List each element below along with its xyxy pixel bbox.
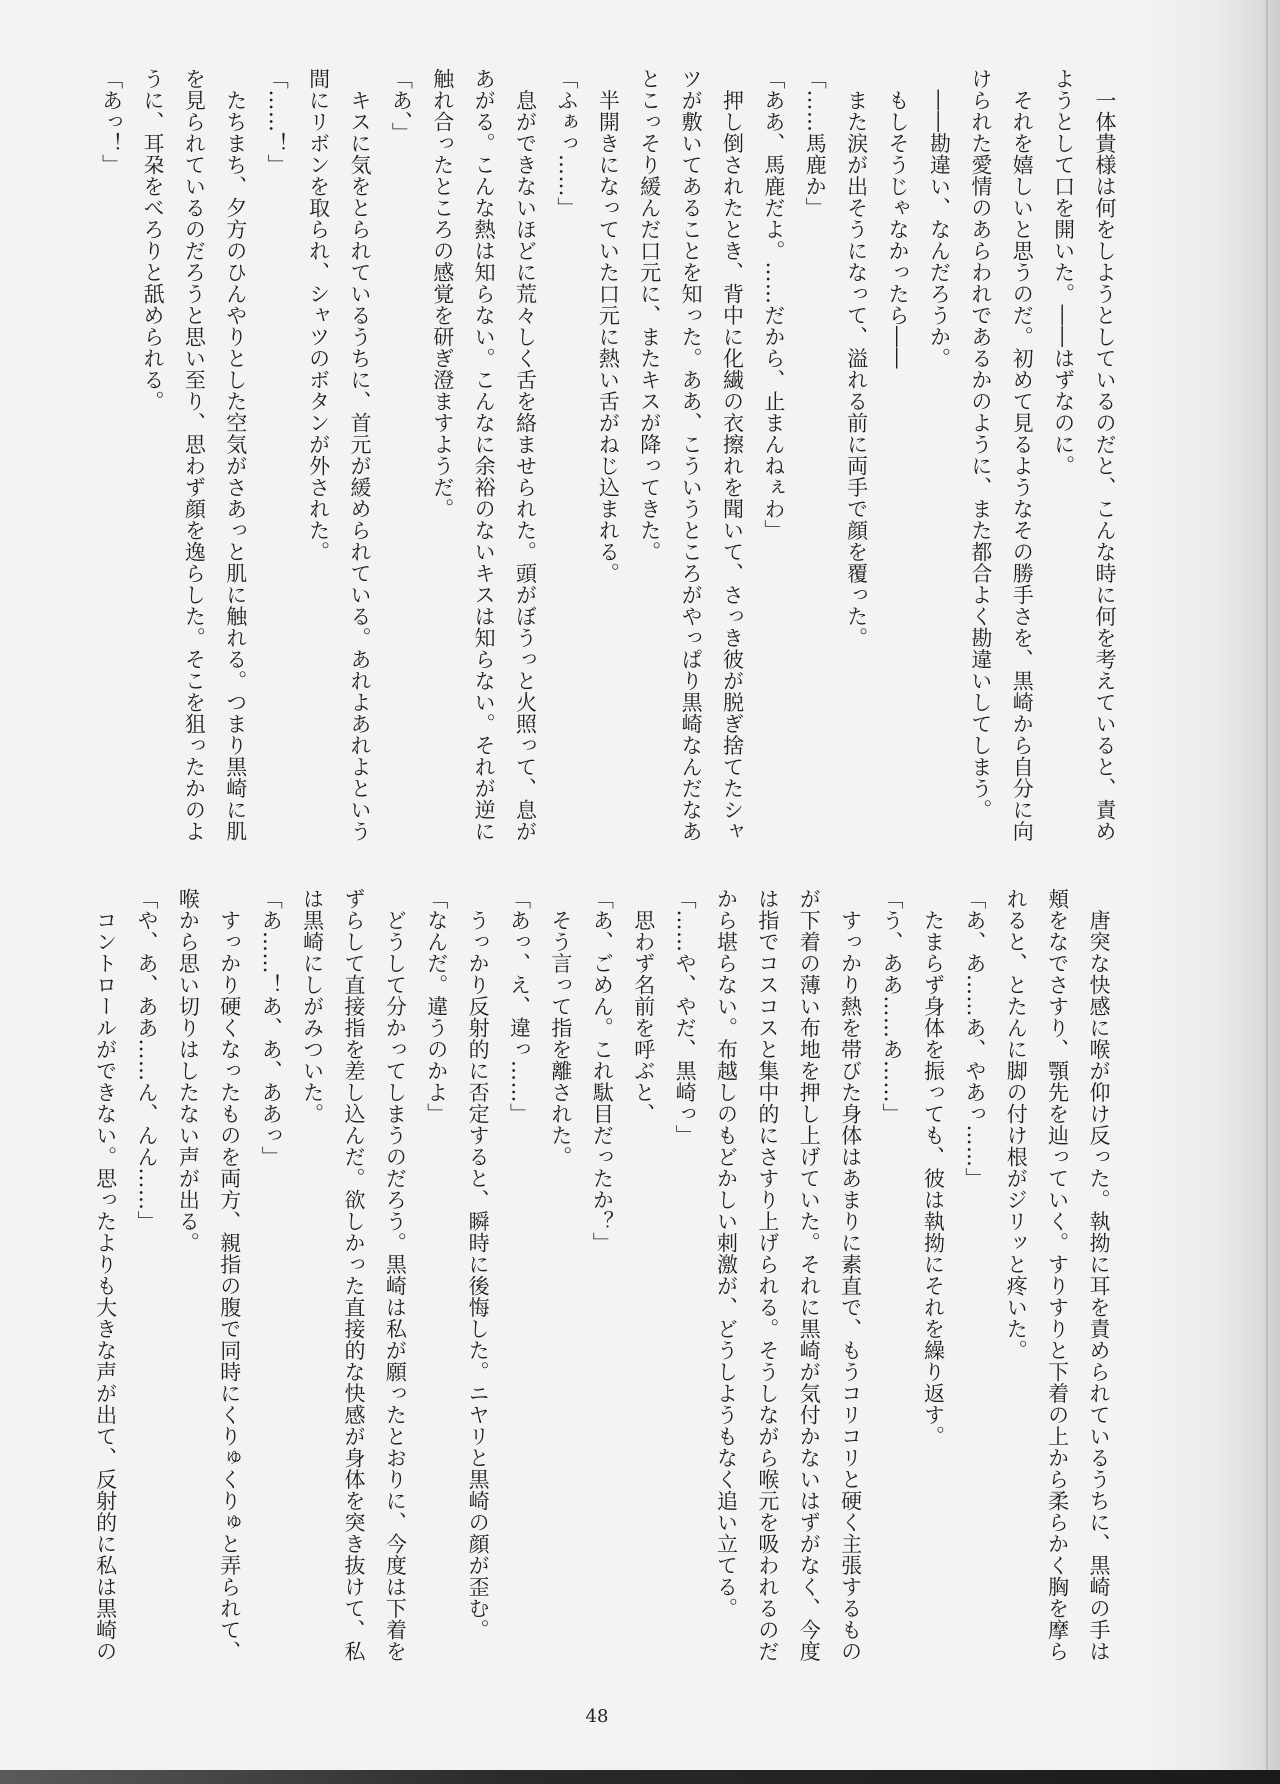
- text-column: 「なんだ。違うのかよ」: [424, 888, 449, 1125]
- text-column: それを嬉しいと思うのだ。初めて見るようなその勝手さを、黒崎から自分に向: [1010, 68, 1035, 842]
- text-column: 「……馬鹿か」: [803, 68, 828, 219]
- text-column: 「う、ああ……あ……」: [880, 888, 905, 1125]
- text-column: 思わず名前を呼ぶと、: [631, 888, 656, 1125]
- text-column: また涙が出そうになって、溢れる前に両手で顔を覆った。: [844, 68, 869, 649]
- text-column: もしそうじゃなかったら――: [886, 68, 911, 369]
- scan-bottom-edge: [0, 1770, 1280, 1784]
- text-column: 「ああ、馬鹿だよ。……だから、止まんねぇわ」: [761, 68, 786, 541]
- text-column: ずらして直接指を差し込んだ。欲しかった直接的な快感が身体を突き抜けて、私: [341, 888, 366, 1662]
- text-column: 間にリボンを取られ、シャツのボタンが外された。: [306, 68, 331, 563]
- page-edge-line: [1266, 0, 1268, 1770]
- text-column: うに、耳朶をべろりと舐められる。: [141, 68, 166, 412]
- text-column: 半開きになっていた口元に熱い舌がねじ込まれる。: [596, 68, 621, 584]
- text-column: ツが敷いてあることを知った。ああ、こういうところがやっぱり黒崎なんだなあ: [679, 68, 704, 842]
- text-column: 「あ、」: [389, 68, 414, 144]
- page-number: 48: [585, 1706, 609, 1727]
- text-column: 「あ、あ……あ、やあっ……」: [962, 888, 987, 1189]
- text-column: どうして分かってしまうのだろう。黒崎は私が願ったとおりに、今度は下着を: [383, 888, 408, 1662]
- text-column: そう言って指を離された。: [548, 888, 573, 1168]
- text-column: 息ができないほどに荒々しく舌を絡ませられた。頭がぼうっと火照って、息が: [513, 68, 538, 842]
- text-column: を見られているのだろうと思い至り、思わず顔を逸らした。そこを狙ったかのよ: [182, 68, 207, 842]
- binding-shadow: [1130, 0, 1280, 1784]
- text-column: たちまち、夕方のひんやりとした空気がさあっと肌に触れる。つまり黒崎に肌: [223, 68, 248, 842]
- text-column: は指でコスコスと集中的にさすり上げられる。そうしながら喉元を吸われるのだ: [755, 888, 780, 1662]
- text-column: 唐突な快感に喉が仰け反った。執拗に耳を責められているうちに、黒崎の手は: [1087, 888, 1111, 1662]
- text-column: から堪らない。布越しのもどかしい刺激が、どうしようもなく追い立てる。: [714, 888, 739, 1619]
- text-column: 「……！」: [265, 68, 290, 176]
- text-column: れると、とたんに脚の付け根がジリッと疼いた。: [1004, 888, 1029, 1361]
- text-column: あがる。こんな熱は知らない。こんなに余裕のないキスは知らない。それが逆に: [472, 68, 497, 842]
- text-column: すっかり硬くなったものを両方、親指の腹で同時にくりゅくりゅと弄られて、: [217, 888, 242, 1662]
- text-column: とこっそり緩んだ口元に、またキスが降ってきた。: [637, 68, 662, 563]
- text-column: たまらず身体を振っても、彼は執拗にそれを繰り返す。: [921, 888, 946, 1447]
- text-column: 頬をなでさすり、顎先を辿っていく。すりすりと下着の上から柔らかく胸を摩ら: [1045, 888, 1070, 1662]
- text-column: ――勘違い、なんだろうか。: [927, 68, 952, 369]
- text-column: 「あっ！」: [99, 68, 124, 176]
- text-column: 一体貴様は何をしようとしているのだと、こんな時に何を考えていると、責め: [1093, 68, 1117, 842]
- text-column: 「や、あ、ああ……ん、んん……」: [135, 888, 160, 1232]
- lower-text-block: [84, 888, 1119, 1664]
- text-column: 「あ、ごめん。これ駄目だったか？」: [590, 888, 615, 1254]
- text-column: うっかり反射的に否定すると、瞬時に後悔した。ニヤリと黒崎の顔が歪む。: [466, 888, 491, 1641]
- text-column: キスに気をとられているうちに、首元が緩められている。あれよあれよという: [347, 68, 372, 842]
- upper-text-block: [90, 68, 1125, 844]
- text-column: 「あっ、え、違っ……」: [507, 888, 532, 1125]
- text-column: ようとして口を開いた。――はずなのに。: [1051, 68, 1076, 477]
- text-column: すっかり熱を帯びた身体はあまりに素直で、もうコリコリと硬く主張するもの: [838, 888, 863, 1662]
- text-column: 「……や、やだ、黒崎っ」: [673, 888, 698, 1146]
- text-column: 「あ……！あ、あ、ああっ」: [259, 888, 284, 1168]
- text-column: 触れ合ったところの感覚を研ぎ澄ますようだ。: [430, 68, 455, 520]
- text-column: コントロールができない。思ったよりも大きな声が出て、反射的に私は黒崎の: [93, 888, 118, 1662]
- text-column: 「ふぁっ……」: [554, 68, 579, 219]
- text-column: が下着の薄い布地を押し上げていた。それに黒崎が気付かないはずがなく、今度: [797, 888, 822, 1662]
- text-column: けられた愛情のあらわれであるかのように、また都合よく勘違いしてしまう。: [968, 68, 993, 821]
- text-column: 喉から思い切りはしたない声が出る。: [176, 888, 201, 1254]
- text-column: 押し倒されたとき、背中に化繊の衣擦れを聞いて、さっき彼が脱ぎ捨てたシャ: [720, 68, 745, 842]
- text-column: は黒崎にしがみついた。: [300, 888, 325, 1125]
